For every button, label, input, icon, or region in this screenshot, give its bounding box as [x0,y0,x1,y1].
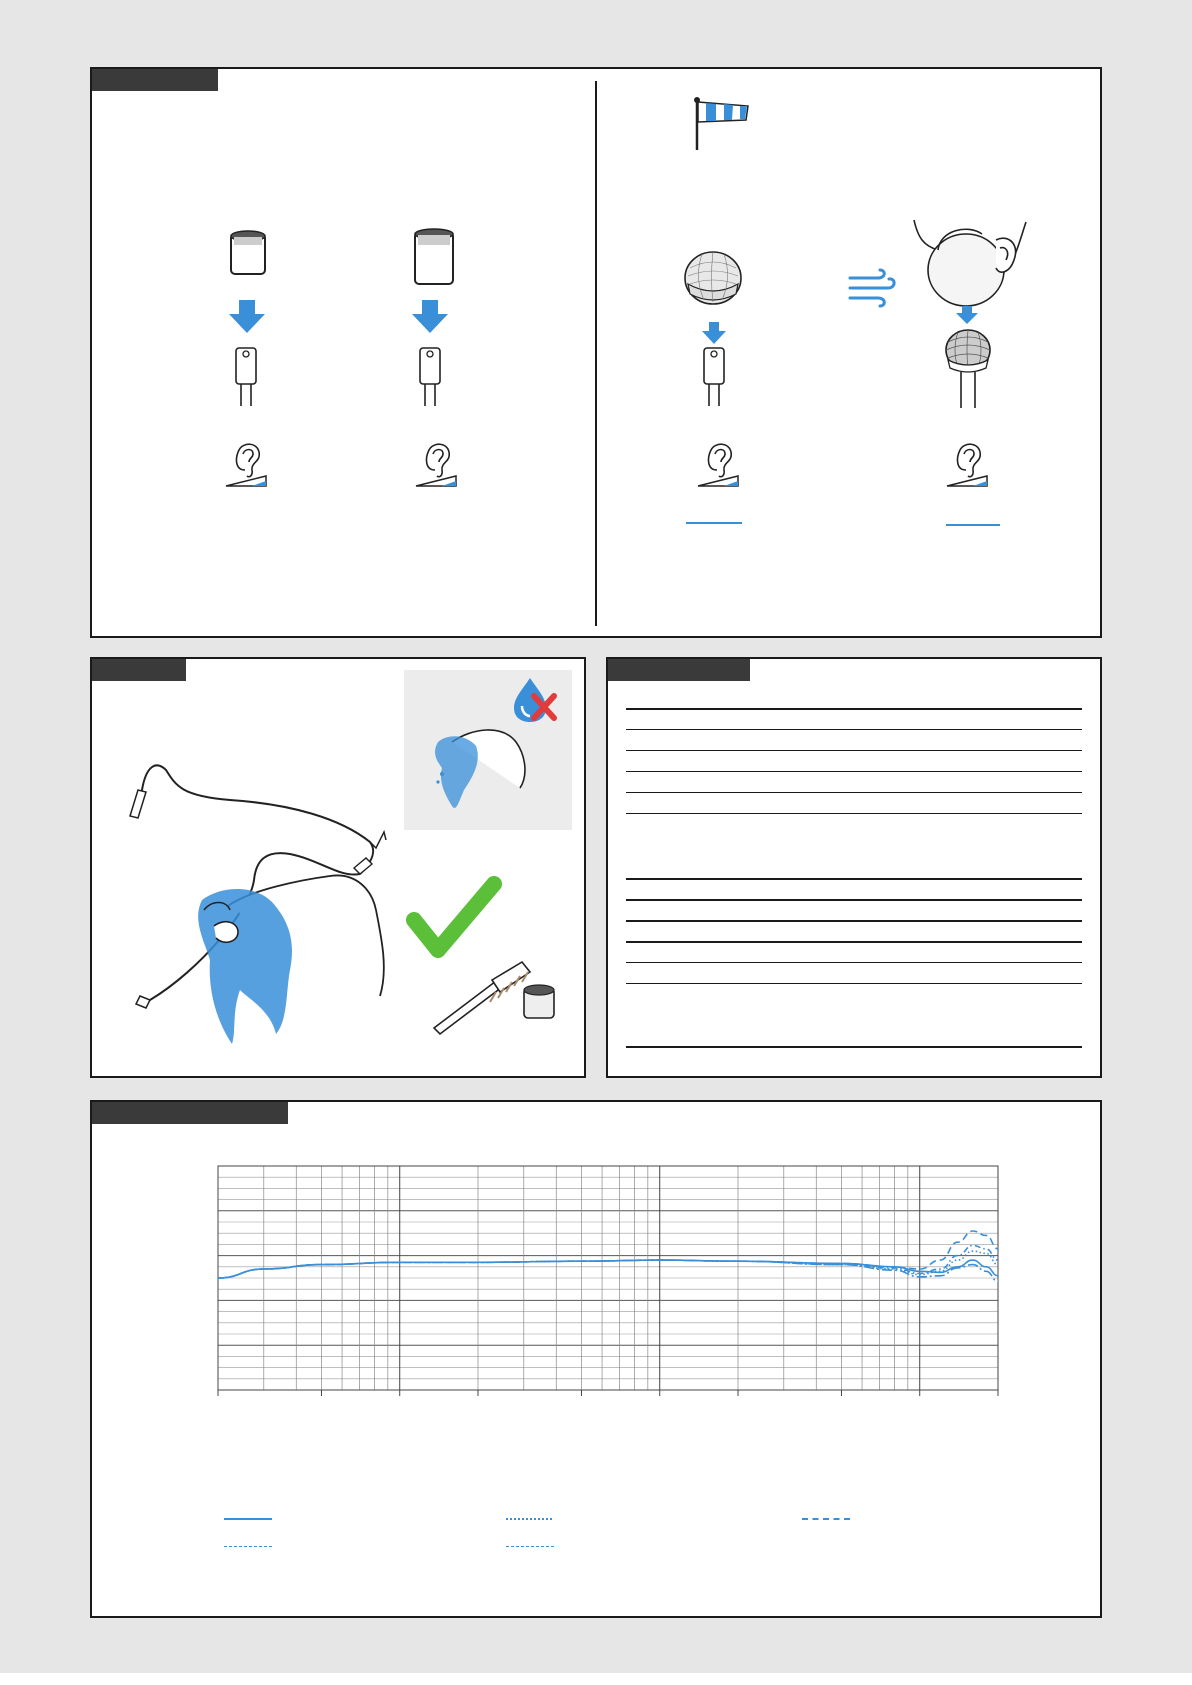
legend-line-dash-dot [224,1546,272,1547]
table-rule [626,899,1082,901]
windsock-icon [690,96,752,152]
ear-icon [225,436,267,488]
table-rule [626,878,1082,880]
checkmark-icon [410,878,496,958]
panel-divider [595,81,597,626]
blue-down-arrow-icon [228,300,266,334]
table-rule [626,750,1082,751]
mic-capsule-icon [942,328,994,408]
table-rule [626,708,1082,710]
table-rule [626,729,1082,730]
panel-tab [92,69,218,91]
panel-tab [92,1102,288,1124]
ear-icon [697,436,739,488]
ear-icon [946,436,988,488]
blue-down-arrow-icon [411,300,449,334]
blue-down-arrow-icon [702,322,726,344]
ear-icon [415,436,457,488]
panel-tab [608,659,750,681]
table-rule [626,920,1082,922]
mic-capsule-icon [416,346,444,406]
frequency-response-chart [214,1166,1000,1406]
mic-cap-icon [412,226,456,288]
toothbrush-icon [430,958,560,1038]
mic-capsule-icon [700,346,728,406]
table-rule [626,792,1082,793]
cleaning-cloth-icon [120,750,410,1050]
panel-specifications [606,657,1102,1078]
blue-down-arrow-icon [956,306,978,324]
page-bottom-strip [0,1673,1192,1685]
no-water-drop-icon [512,676,558,724]
table-rule [626,941,1082,943]
underline-mark [686,522,742,524]
legend-line-long-dash-dot [506,1546,554,1547]
legend-line-solid [224,1518,272,1520]
wind-icon [848,268,896,308]
mic-capsule-icon [232,346,260,406]
table-rule [626,771,1082,772]
chart-series-line-3 [218,1231,998,1278]
cleaning-cloth-icon [432,722,532,812]
underline-mark [946,524,1000,526]
mic-cap-icon [228,228,268,278]
foam-windscreen-icon [684,250,742,308]
legend-line-dashed [802,1518,850,1520]
table-rule [626,813,1082,814]
table-rule [626,962,1082,963]
legend-line-dotted [506,1518,552,1520]
foam-windscreen-icon [908,220,1028,310]
panel-tab [92,659,186,681]
table-rule [626,983,1082,984]
table-rule [626,1046,1082,1048]
